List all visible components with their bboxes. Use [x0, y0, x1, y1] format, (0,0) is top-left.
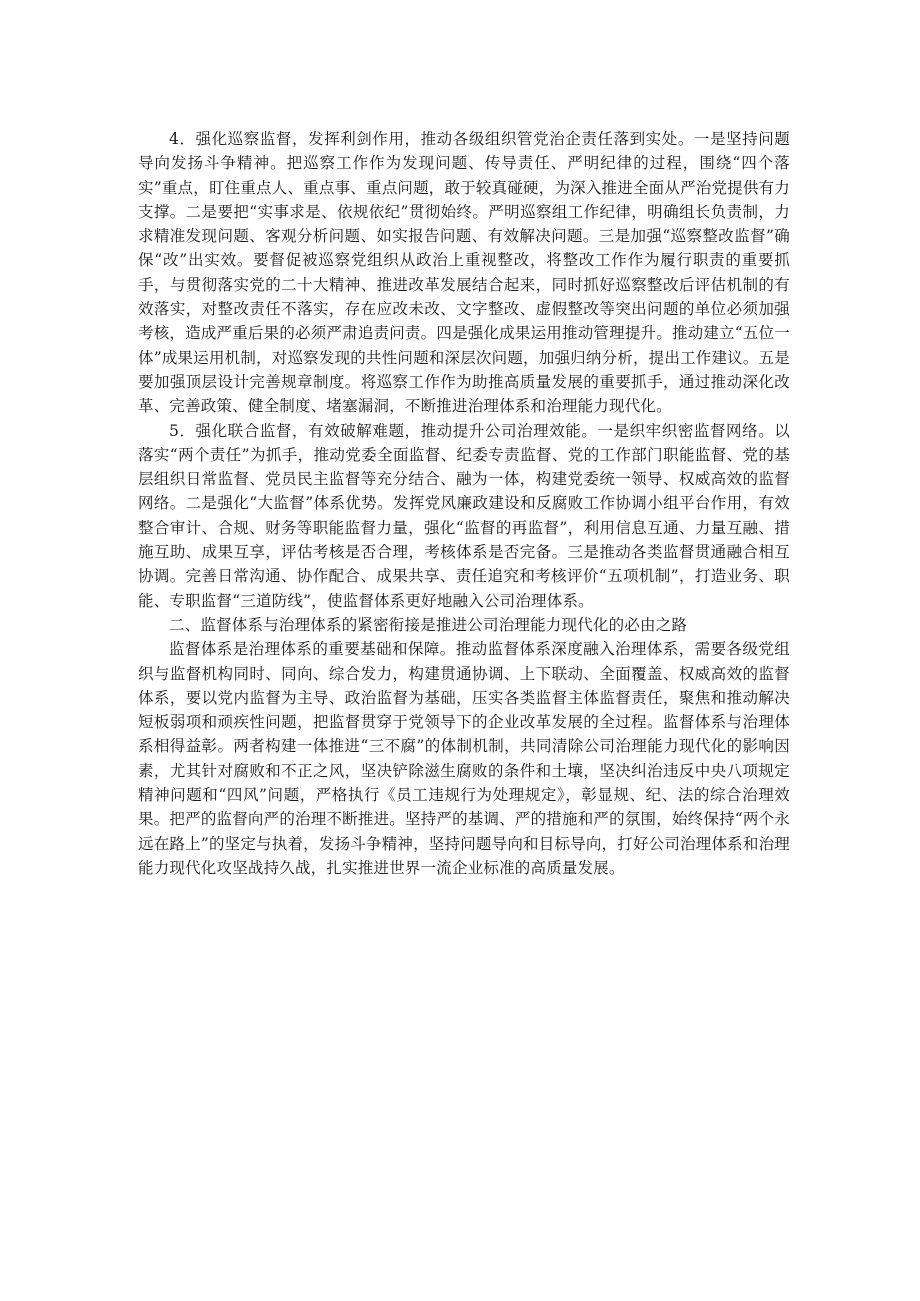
- paragraph-item-4: 4．强化巡察监督，发挥利剑作用，推动各级组织管党治企责任落到实处。一是坚持问题导向发扬斗争精神。把巡察工作作为发现问题、传导责任、严明纪律的过程，围绕“四个落实”重点，盯住重点人、重点事、重点问题，敢于较真碰硬，为深入推进全面从严治党提供有力支撑。二是要把“实事求是、依规依纪”贯彻始终。严明巡察组工作纪律，明确组长负责制，力求精准发现问题、客观分析问题、如实报告问题、有效解决问题。三是加强“巡察整改监督”确保“改”出实效。要督促被巡察党组织从政治上重视整改，将整改工作作为履行职责的重要抓手，与贯彻落实党的二十大精神、推进改革发展结合起来，同时抓好巡察整改后评估机制的有效落实，对整改责任不落实，存在应改未改、文字整改、虚假整改等突出问题的单位必须加强考核，造成严重后果的必须严肃追责问责。四是强化成果运用推动管理提升。推动建立“五位一体”成果运用机制，对巡察发现的共性问题和深层次问题，加强归纳分析，提出工作建议。五是要加强顶层设计完善规章制度。将巡察工作作为助推高质量发展的重要抓手，通过推动深化改革、完善政策、健全制度、堵塞漏洞，不断推进治理体系和治理能力现代化。: [138, 130, 790, 416]
- closing-paragraph: 监督体系是治理体系的重要基础和保障。推动监督体系深度融入治理体系，需要各级党组织与监督机构同时、同向、综合发力，构建贯通协调、上下联动、全面覆盖、权威高效的监督体系，要以党内监督为主导、政治监督为基础，压实各类监督主体监督责任，聚焦和推动解决短板弱项和顽疾性问题，把监督贯穿于党领导下的企业改革发展的全过程。监督体系与治理体系相得益彰。两者构建一体推进“三不腐”的体制机制，共同清除公司治理能力现代化的影响因素，尤其针对腐败和不正之风，坚决铲除滋生腐败的条件和土壤，坚决纠治违反中央八项规定精神问题和“四风”问题，严格执行《员工违规行为处理规定》，彰显规、纪、法的综合治理效果。把严的监督向严的治理不断推进。坚持严的基调、严的措施和严的氛围，始终保持“两个永远在路上”的坚定与执着，发扬斗争精神，坚持问题导向和目标导向，打好公司治理体系和治理能力现代化攻坚战持久战，扎实推进世界一流企业标准的高质量发展。: [138, 640, 790, 877]
- paragraph-item-5: 5．强化联合监督，有效破解难题，推动提升公司治理效能。一是织牢织密监督网络。以落实“两个责任”为抓手，推动党委全面监督、纪委专责监督、党的工作部门职能监督、党的基层组织日常监督、党员民主监督等充分结合、融为一体，构建党委统一领导、权威高效的监督网络。二是强化“大监督”体系优势。发挥党风廉政建设和反腐败工作协调小组平台作用，有效整合审计、合规、财务等职能监督力量，强化“监督的再监督”，利用信息互通、力量互融、措施互助、成果互享，评估考核是否合理，考核体系是否完备。三是推动各类监督贯通融合相互协调。完善日常沟通、协作配合、成果共享、责任追究和考核评价“五项机制”，打造业务、职能、专职监督“三道防线”，使监督体系更好地融入公司治理体系。: [138, 421, 790, 610]
- section-heading: 二、监督体系与治理体系的紧密衔接是推进公司治理能力现代化的必由之路: [169, 615, 688, 634]
- document-page: [138, 127, 790, 880]
